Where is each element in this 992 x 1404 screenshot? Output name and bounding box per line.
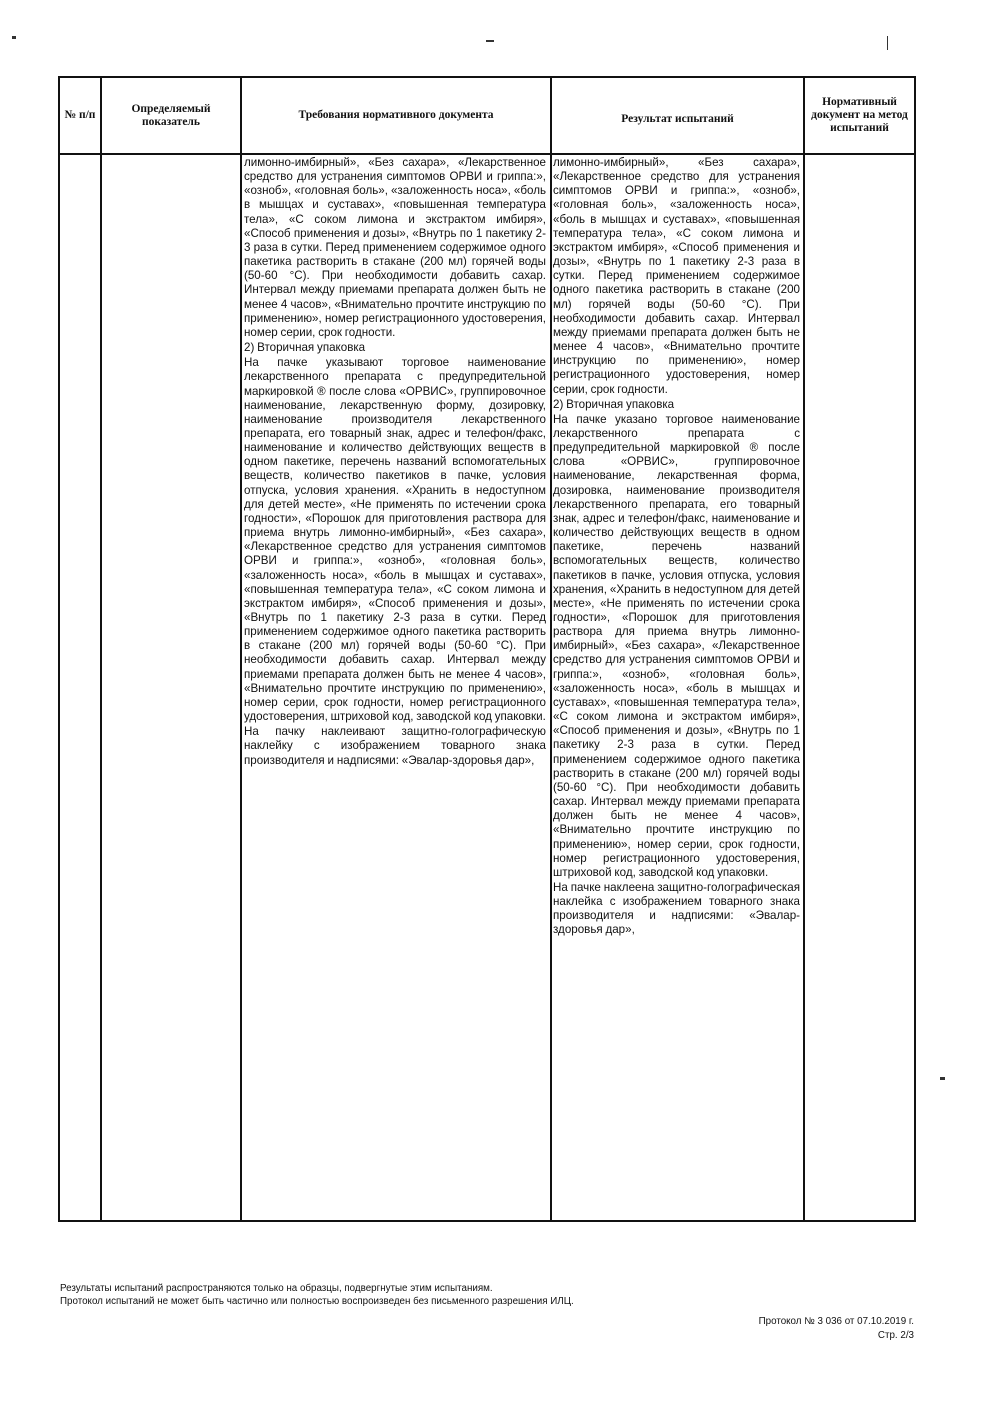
scan-speck <box>12 36 16 39</box>
header-method-document: Нормативный документ на метод испытаний <box>804 77 915 154</box>
cell-result <box>551 154 804 1221</box>
table-header-row <box>59 77 915 154</box>
header-indicator: Определяемый показатель <box>101 77 241 154</box>
result-paragraph: На пачке наклеена защитно-голографическая наклейка с изображением товарного знака производителя и надписями: «Эвалар-здоровья дар», <box>553 880 800 937</box>
result-paragraph: На пачке указано торговое наименование лекарственного препарата с предупредительной маркировкой ® после слова «ОРВИС», группировочное наименование, лекарственная форма, дозировка, наименование производителя лекарственного препарата, его товарный знак, адрес и телефон/факс, наименование и количество действующих веществ в одном пакетике, перечень названий вспомогательных веществ, количество пакетиков в пачке, условия отпуска, условия хранения, «Хранить в недоступном для детей месте», «Не применять по истечении срока годности», «Порошок для приготовления раствора для приема внутрь лимонно-имбирный», «Без сахара», «Лекарственное средство для устранения симптомов ОРВИ и гриппа:», «озноб», «головная боль», «заложенность носа», «боль в мышцах и суставах», «повышенная температура тела», «С соком лимона и экстрактом имбиря», «Способ применения и дозы», «Внутрь по 1 пакетику 2-3 раза в сутки. Перед применением содержимое одного пакетика растворить в стакане (200 мл) горячей воды (50-60 °С). При необходимости добавить сахар. Интервал между приемами препарата должен быть не менее 4 часов», «Внимательно прочтите инструкцию по применению», номер серии, срок годности, номер регистрационного удостоверения, штриховой код, заводской код упаковки. <box>553 412 800 879</box>
requirements-paragraph: На пачку наклеивают защитно-голографическую наклейку с изображением товарного знака производителя и надписями: «Эвалар-здоровья дар», <box>244 725 546 767</box>
scan-speck <box>940 1077 945 1080</box>
protocol-number: Протокол № 3 036 от 07.10.2019 г. <box>758 1316 914 1327</box>
header-number: № п/п <box>59 77 101 154</box>
footer-note-scope: Результаты испытаний распространяются только на образцы, подвергнутые этим испытаниям. <box>60 1283 493 1294</box>
cell-requirements <box>241 154 551 1221</box>
cell-number <box>59 154 101 1221</box>
test-results-table <box>58 76 916 1222</box>
result-paragraph: лимонно-имбирный», «Без сахара», «Лекарственное средство для устранения симптомов ОРВИ и гриппа:», «озноб», «головная боль», «заложенность носа», «боль в мышцах и суставах», «повышенная температура тела», «С соком лимона и экстрактом имбиря», «Способ применения и дозы», «Внутрь по 1 пакетику 2-3 раза в сутки. Перед применением содержимое одного пакетика растворить в стакане (200 мл) горячей воды (50-60 °С). При необходимости добавить сахар. Интервал между приемами препарата должен быть не менее 4 часов», «Внимательно прочтите инструкцию по применению», номер регистрационного удостоверения, номер серии, срок годности. <box>553 156 800 396</box>
cell-indicator <box>101 154 241 1221</box>
requirements-paragraph: лимонно-имбирный», «Без сахара», «Лекарственное средство для устранения симптомов ОРВИ и гриппа:», «озноб», «головная боль», «заложенность носа», «боль в мышцах и суставах», «повышенная температура тела», «С соком лимона и экстрактом имбиря», «Способ применения и дозы», «Внутрь по 1 пакетику 2-3 раза в сутки. Перед применением содержимое одного пакетика растворить в стакане (200 мл) горячей воды (50-60 °С). При необходимости добавить сахар. Интервал между приемами препарата должен быть не менее 4 часов», «Внимательно прочтите инструкцию по применению», номер регистрационного удостоверения, номер серии, срок годности. <box>244 156 546 339</box>
requirements-paragraph: На пачке указывают торговое наименование лекарственного препарата с предупредительной маркировкой ® после слова «ОРВИС», группировочное наименование, лекарственную форму, дозировку, наименование производителя лекарственного препарата, его товарный знак, адрес и телефон/факс, наименование и количество действующих веществ в одном пакетике, перечень названий вспомогательных веществ, количество пакетиков в пачке, условия отпуска, условия хранения. «Хранить в недоступном для детей месте», «Не применять по истечении срока годности», «Порошок для приготовления раствора для приема внутрь лимонно-имбирный», «Без сахара», «Лекарственное средство для устранения симптомов ОРВИ и гриппа:», «озноб», «головная боль», «заложенность носа», «боль в мышцах и суставах», «повышенная температура тела», «С соком лимона и экстрактом имбиря», «Способ применения и дозы», «Внутрь по 1 пакетику 2-3 раза в сутки. Перед применением содержимое одного пакетика растворить в стакане (200 мл) горячей воды (50-60 °С). При необходимости добавить сахар. Интервал между приемами препарата должен быть не менее 4 часов», «Внимательно прочтите инструкцию по применению», номер серии, срок годности, номер регистрационного удостоверения, штриховой код, заводской код упаковки. <box>244 356 546 724</box>
footer-note-reproduction: Протокол испытаний не может быть частично или полностью воспроизведен без письменного разрешения ИЛЦ. <box>60 1296 574 1307</box>
header-requirements: Требования нормативного документа <box>241 77 551 154</box>
cell-method-document <box>804 154 915 1221</box>
requirements-subheading: 2) Вторичная упаковка <box>244 341 366 355</box>
scan-speck <box>887 36 888 50</box>
scan-speck <box>486 40 494 42</box>
header-result: Результат испытаний <box>551 77 804 154</box>
page-number: Стр. 2/3 <box>877 1330 914 1341</box>
result-subheading: 2) Вторичная упаковка <box>553 397 675 411</box>
table-row <box>59 154 915 1221</box>
